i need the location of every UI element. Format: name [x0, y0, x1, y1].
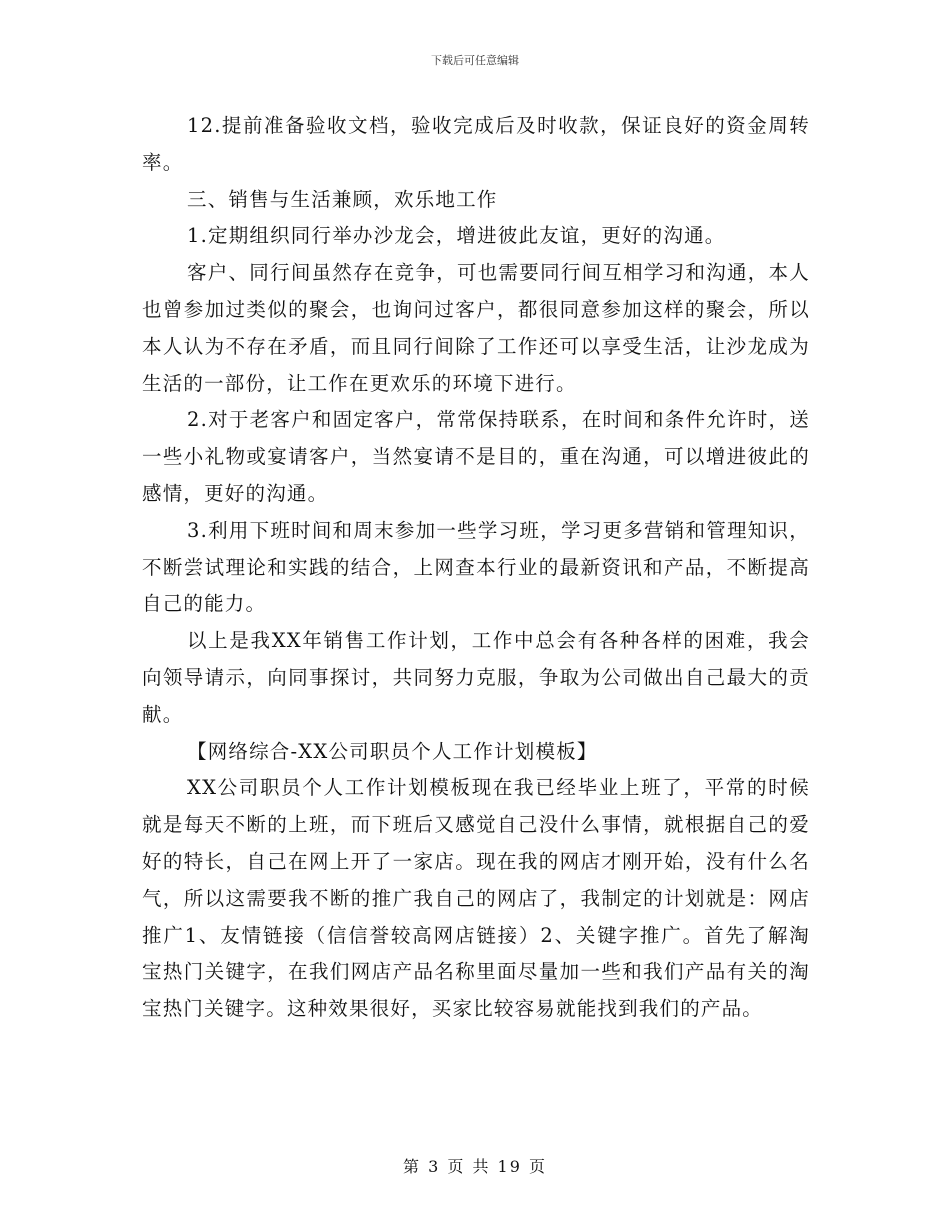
paragraph-item-2: 2.对于老客户和固定客户，常常保持联系，在时间和条件允许时，送一些小礼物或宴请客户，当然宴请不是目的，重在沟通，可以增进彼此的感情，更好的沟通。	[142, 408, 810, 505]
paragraph-item-12: 12.提前准备验收文档，验收完成后及时收款，保证良好的资金周转率。	[142, 114, 810, 174]
paragraph-item-1: 1.定期组织同行举办沙龙会，增进彼此友谊，更好的沟通。	[187, 224, 726, 248]
page-header: 下载后可任意编辑	[431, 54, 519, 67]
paragraph-body: 客户、同行间虽然存在竞争，可也需要同行间互相学习和沟通，本人也曾参加过类似的聚会，也询问过客户，都很同意参加这样的聚会，所以本人认为不存在矛盾，而且同行间除了工作还可以享受生活，让沙龙成为生活的一部份，让工作在更欢乐的环境下进行。	[142, 261, 810, 395]
document-body	[142, 108, 810, 1028]
paragraph-item-3: 3.利用下班时间和周末参加一些学习班，学习更多营销和管理知识，不断尝试理论和实践的结合，上网查本行业的最新资讯和产品，不断提高自己的能力。	[142, 518, 810, 616]
page-footer: 第 3 页 共 19 页	[403, 1157, 547, 1176]
template-title: 【网络综合-XX公司职员个人工作计划模板】	[187, 739, 598, 763]
paragraph-body: XX公司职员个人工作计划模板现在我已经毕业上班了，平常的时候就是每天不断的上班，而下班后又感觉自己没什么事情，就根据自己的爱好的特长，自己在网上开了一家店。现在我的网店才刚开始，没有什么名气，所以这需要我不断的推广我自己的网店了，我制定的计划就是：网店推广1、友情链接（信信誉较高网店链接）2、关键字推广。首先了解淘宝热门关键字，在我们网店产品名称里面尽量加一些和我们产品有关的淘宝热门关键字。这种效果很好，买家比较容易就能找到我们的产品。	[142, 776, 810, 1021]
paragraph-conclusion: 以上是我XX年销售工作计划，工作中总会有各种各样的困难，我会向领导请示，向同事探讨，共同努力克服，争取为公司做出自己最大的贡献。	[142, 629, 810, 726]
section-heading: 三、销售与生活兼顾，欢乐地工作	[187, 187, 498, 211]
